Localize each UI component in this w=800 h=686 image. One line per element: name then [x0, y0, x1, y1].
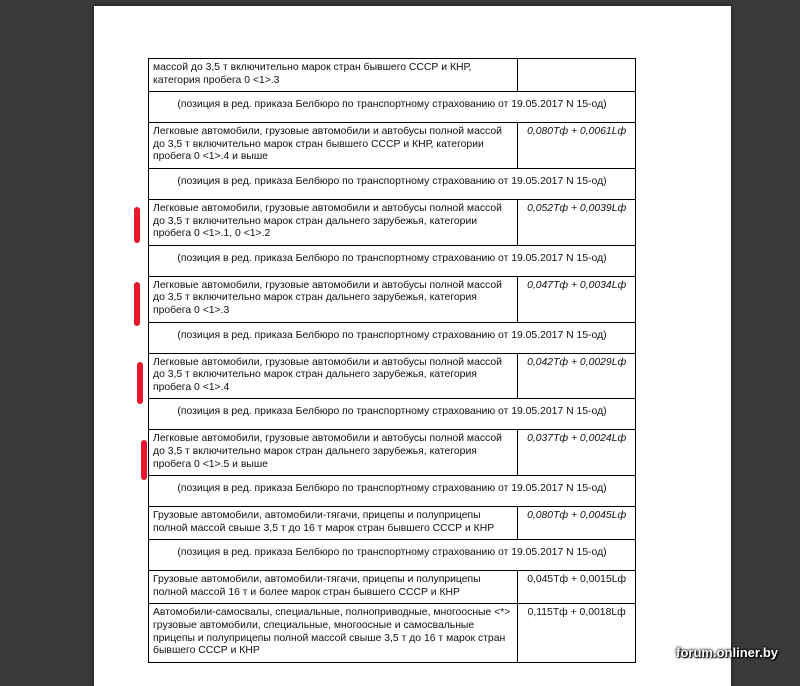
amendment-note: (позиция в ред. приказа Белбюро по транспортному страхованию от 19.05.2017 N 15-од)	[149, 245, 636, 276]
highlight-marker	[134, 282, 140, 326]
rate-formula: 0,037Тф + 0,0024Lф	[527, 433, 627, 445]
rate-formula-cell	[518, 353, 636, 399]
rate-formula: 0,080Тф + 0,0061Lф	[527, 126, 627, 138]
vehicle-category: Легковые автомобили, грузовые автомобили и автобусы полной массой до 3,5 т включительно марок стран бывшего СССР и КНР, категории пробега 0 <1>.4 и выше	[149, 123, 518, 169]
vehicle-category: массой до 3,5 т включительно марок стран бывшего СССР и КНР, категория пробега 0 <1>.3	[149, 59, 518, 92]
vehicle-category: Легковые автомобили, грузовые автомобили и автобусы полной массой до 3,5 т включительно марок стран дальнего зарубежья, категория пробега 0 <1>.3	[149, 276, 518, 322]
rate-formula: 0,042Тф + 0,0029Lф	[527, 356, 627, 368]
highlight-marker	[141, 440, 147, 480]
watermark: forum.onliner.by	[676, 645, 778, 660]
vehicle-category: Грузовые автомобили, автомобили-тягачи, прицепы и полуприцепы полной массой 16 т и более марок стран бывшего СССР и КНР	[149, 571, 518, 604]
tariff-row	[149, 604, 636, 662]
amendment-note: (позиция в ред. приказа Белбюро по транспортному страхованию от 19.05.2017 N 15-од)	[149, 322, 636, 353]
tariff-row	[149, 571, 636, 604]
tariff-row	[149, 123, 636, 169]
rate-formula: 0,080Тф + 0,0045Lф	[527, 510, 627, 522]
document-page	[94, 6, 731, 686]
amendment-note-row	[149, 399, 636, 430]
rate-formula-cell	[518, 199, 636, 245]
rate-formula-cell	[518, 276, 636, 322]
vehicle-category: Легковые автомобили, грузовые автомобили и автобусы полной массой до 3,5 т включительно марок стран дальнего зарубежья, категория пробега 0 <1>.4	[149, 353, 518, 399]
amendment-note-row	[149, 322, 636, 353]
rate-formula-cell	[518, 571, 636, 604]
tariff-row	[149, 59, 636, 92]
rate-formula: 0,052Тф + 0,0039Lф	[527, 202, 627, 214]
rate-formula: 0,045Тф + 0,0015Lф	[527, 574, 627, 586]
highlight-marker	[134, 207, 140, 243]
tariff-table-body	[149, 59, 636, 663]
amendment-note-row	[149, 168, 636, 199]
amendment-note: (позиция в ред. приказа Белбюро по транспортному страхованию от 19.05.2017 N 15-од)	[149, 92, 636, 123]
rate-formula-cell	[518, 430, 636, 476]
rate-formula: 0,047Тф + 0,0034Lф	[527, 279, 627, 291]
amendment-note: (позиция в ред. приказа Белбюро по транспортному страхованию от 19.05.2017 N 15-од)	[149, 399, 636, 430]
rate-formula-cell	[518, 507, 636, 540]
amendment-note: (позиция в ред. приказа Белбюро по транспортному страхованию от 19.05.2017 N 15-од)	[149, 168, 636, 199]
tariff-row	[149, 199, 636, 245]
amendment-note-row	[149, 245, 636, 276]
vehicle-category: Легковые автомобили, грузовые автомобили и автобусы полной массой до 3,5 т включительно марок стран дальнего зарубежья, категория пробега 0 <1>.5 и выше	[149, 430, 518, 476]
amendment-note: (позиция в ред. приказа Белбюро по транспортному страхованию от 19.05.2017 N 15-од)	[149, 540, 636, 571]
tariff-row	[149, 353, 636, 399]
tariff-row	[149, 507, 636, 540]
rate-formula-cell	[518, 59, 636, 92]
tariff-table	[148, 58, 636, 663]
rate-formula: 0,115Тф + 0,0018Lф	[527, 607, 626, 619]
vehicle-category: Грузовые автомобили, автомобили-тягачи, прицепы и полуприцепы полной массой свыше 3,5 т до 16 т марок стран бывшего СССР и КНР	[149, 507, 518, 540]
vehicle-category: Легковые автомобили, грузовые автомобили и автобусы полной массой до 3,5 т включительно марок стран дальнего зарубежья, категории пробега 0 <1>.1, 0 <1>.2	[149, 199, 518, 245]
rate-formula-cell	[518, 123, 636, 169]
vehicle-category: Автомобили-самосвалы, специальные, полноприводные, многоосные <*> грузовые автомобили, специальные, многоосные и самосвальные прицепы и полуприцепы полной массой свыше 3,5 т до 16 т марок стран бывшего СССР и КНР	[149, 604, 518, 662]
tariff-row	[149, 430, 636, 476]
rate-formula-cell	[518, 604, 636, 662]
amendment-note: (позиция в ред. приказа Белбюро по транспортному страхованию от 19.05.2017 N 15-од)	[149, 476, 636, 507]
tariff-row	[149, 276, 636, 322]
highlight-marker	[137, 362, 143, 404]
amendment-note-row	[149, 540, 636, 571]
amendment-note-row	[149, 92, 636, 123]
amendment-note-row	[149, 476, 636, 507]
